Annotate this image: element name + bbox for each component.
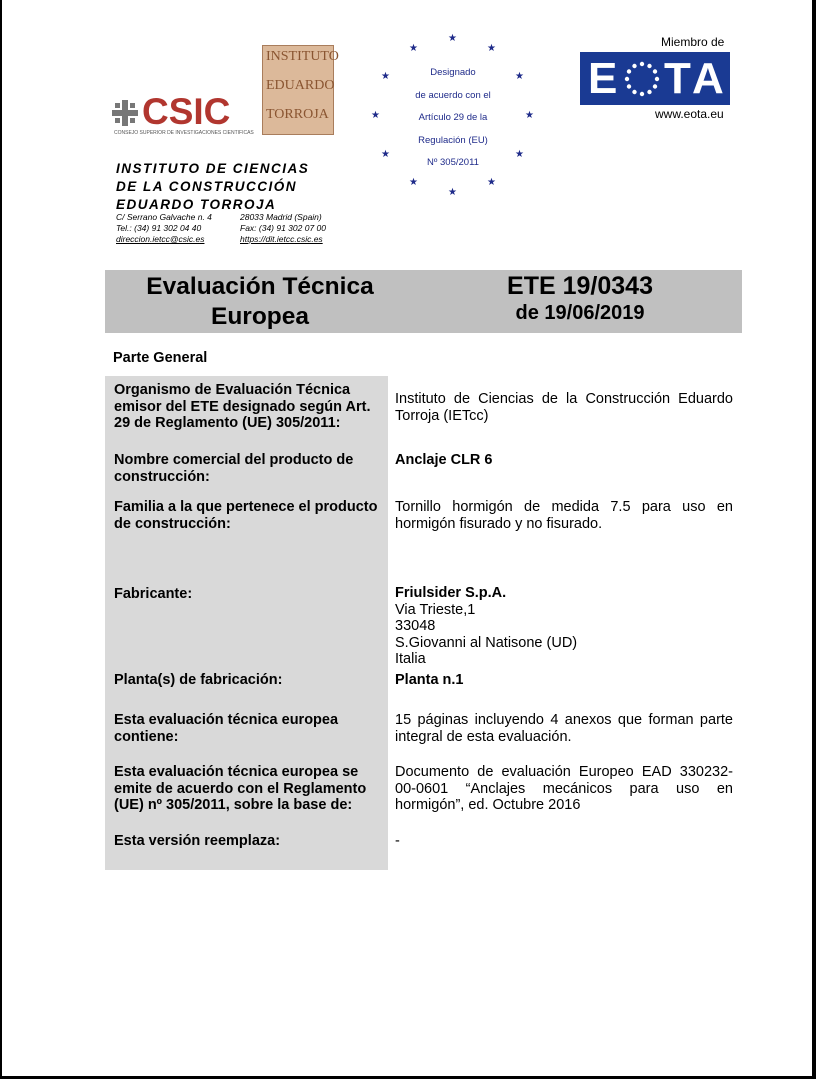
ete-number: ETE 19/0343 [507, 272, 653, 300]
eu-star-icon: ★ [448, 187, 457, 198]
row-value: Documento de evaluación Europeo EAD 330232-00-0601 “Anclajes mecánicos para uso en hormigón”, ed. Octubre 2016 [395, 764, 733, 813]
institute-name-line: DE LA CONSTRUCCIÓN [116, 179, 297, 194]
eu-designation-line: Artículo 29 de la [418, 112, 488, 123]
manufacturer-country: Italia [395, 651, 426, 667]
eu-star-icon: ★ [409, 43, 418, 54]
row-label: Esta evaluación técnica europea contiene: [114, 712, 339, 745]
csic-logo-text: CSIC [142, 91, 231, 132]
eota-logo-text: E T A [588, 54, 724, 103]
eu-star-icon: ★ [515, 149, 524, 160]
row-value-manufacturer [395, 585, 733, 668]
row-label: Nombre comercial del producto de construcción: [114, 452, 354, 485]
eu-designation-text [397, 62, 509, 175]
contact-web-link[interactable]: https://dit.ietcc.csic.es [240, 234, 323, 244]
eu-star-icon: ★ [381, 71, 390, 82]
row-value: Tornillo hormigón de medida 7.5 para uso en hormigón fisurado y no fisurado. [395, 499, 733, 532]
row-label: Organismo de Evaluación Técnica emisor del ETE designado según Art. 29 de Reglamento (UE) 305/2011: [114, 382, 371, 431]
torroja-logo [262, 45, 339, 135]
contact-email-link[interactable]: direccion.ietcc@csic.es [116, 234, 205, 244]
document-title [105, 270, 415, 332]
torroja-logo-line: INSTITUTO [266, 49, 339, 64]
eu-star-icon: ★ [448, 33, 457, 44]
institute-name-line: INSTITUTO DE CIENCIAS [116, 161, 310, 176]
contact-address: C/ Serrano Galvache n. 4 [116, 212, 212, 222]
institute-contact [116, 212, 327, 245]
torroja-logo-line: EDUARDO [266, 78, 335, 93]
ete-date: de 19/06/2019 [515, 302, 645, 324]
eota-member-label: Miembro de [661, 35, 725, 49]
eota-stars-icon [624, 61, 660, 97]
eu-designation-line: Designado [430, 67, 476, 78]
eu-star-icon: ★ [381, 149, 390, 160]
document-title-line: Evaluación Técnica [146, 273, 374, 300]
manufacturer-street: Via Trieste,1 [395, 601, 476, 618]
row-value: 15 páginas incluyendo 4 anexos que forman parte integral de esta evaluación. [395, 712, 733, 745]
eu-star-icon: ★ [371, 110, 380, 121]
eota-url-link[interactable]: www.eota.eu [655, 107, 724, 121]
csic-logo-subtitle: CONSEJO SUPERIOR DE INVESTIGACIONES CIENTÍFICAS [114, 130, 254, 136]
contact-city: 28033 Madrid (Spain) [240, 212, 322, 222]
contact-tel: Tel.: (34) 91 302 04 40 [116, 223, 202, 233]
page-frame-left [0, 0, 2, 1079]
eu-star-icon: ★ [487, 177, 496, 188]
row-label: Fabricante: [114, 586, 193, 602]
eu-star-icon: ★ [515, 71, 524, 82]
eu-star-icon: ★ [409, 177, 418, 188]
row-value: Planta n.1 [395, 672, 464, 688]
eu-designation-line: de acuerdo con el [415, 89, 491, 101]
row-label: Esta versión reemplaza: [114, 833, 281, 849]
ete-reference [470, 272, 690, 325]
manufacturer-postcode: 33048 [395, 618, 436, 634]
row-label: Planta(s) de fabricación: [114, 672, 283, 688]
row-value: Instituto de Ciencias de la Construcción Eduardo Torroja (IETcc) [395, 391, 733, 424]
row-value: Anclaje CLR 6 [395, 452, 493, 468]
institute-name [116, 160, 309, 214]
torroja-logo-line: TORROJA [266, 107, 329, 122]
page-frame-right [812, 0, 816, 1079]
eota-logo [580, 52, 730, 105]
eu-star-icon: ★ [487, 43, 496, 54]
eu-designation-line: Regulación (EU) [418, 134, 488, 146]
eu-designation-line: Nº 305/2011 [427, 157, 479, 168]
row-label: Esta evaluación técnica europea se emite de acuerdo con el Reglamento (UE) nº 305/2011, sobre la base de: [114, 764, 367, 813]
contact-fax: Fax: (34) 91 302 07 00 [240, 223, 327, 233]
row-label: Familia a la que pertenece el producto de construcción: [114, 499, 378, 532]
eu-star-icon: ★ [525, 110, 534, 121]
document-title-line: Europea [210, 303, 310, 330]
row-value: - [395, 833, 400, 849]
institute-name-line: EDUARDO TORROJA [116, 197, 277, 212]
csic-emblem-icon [112, 100, 138, 126]
manufacturer-city: S.Giovanni al Natisone (UD) [395, 634, 578, 651]
manufacturer-name: Friulsider S.p.A. [395, 585, 507, 601]
section-heading: Parte General [113, 350, 208, 366]
csic-logo [112, 91, 254, 140]
